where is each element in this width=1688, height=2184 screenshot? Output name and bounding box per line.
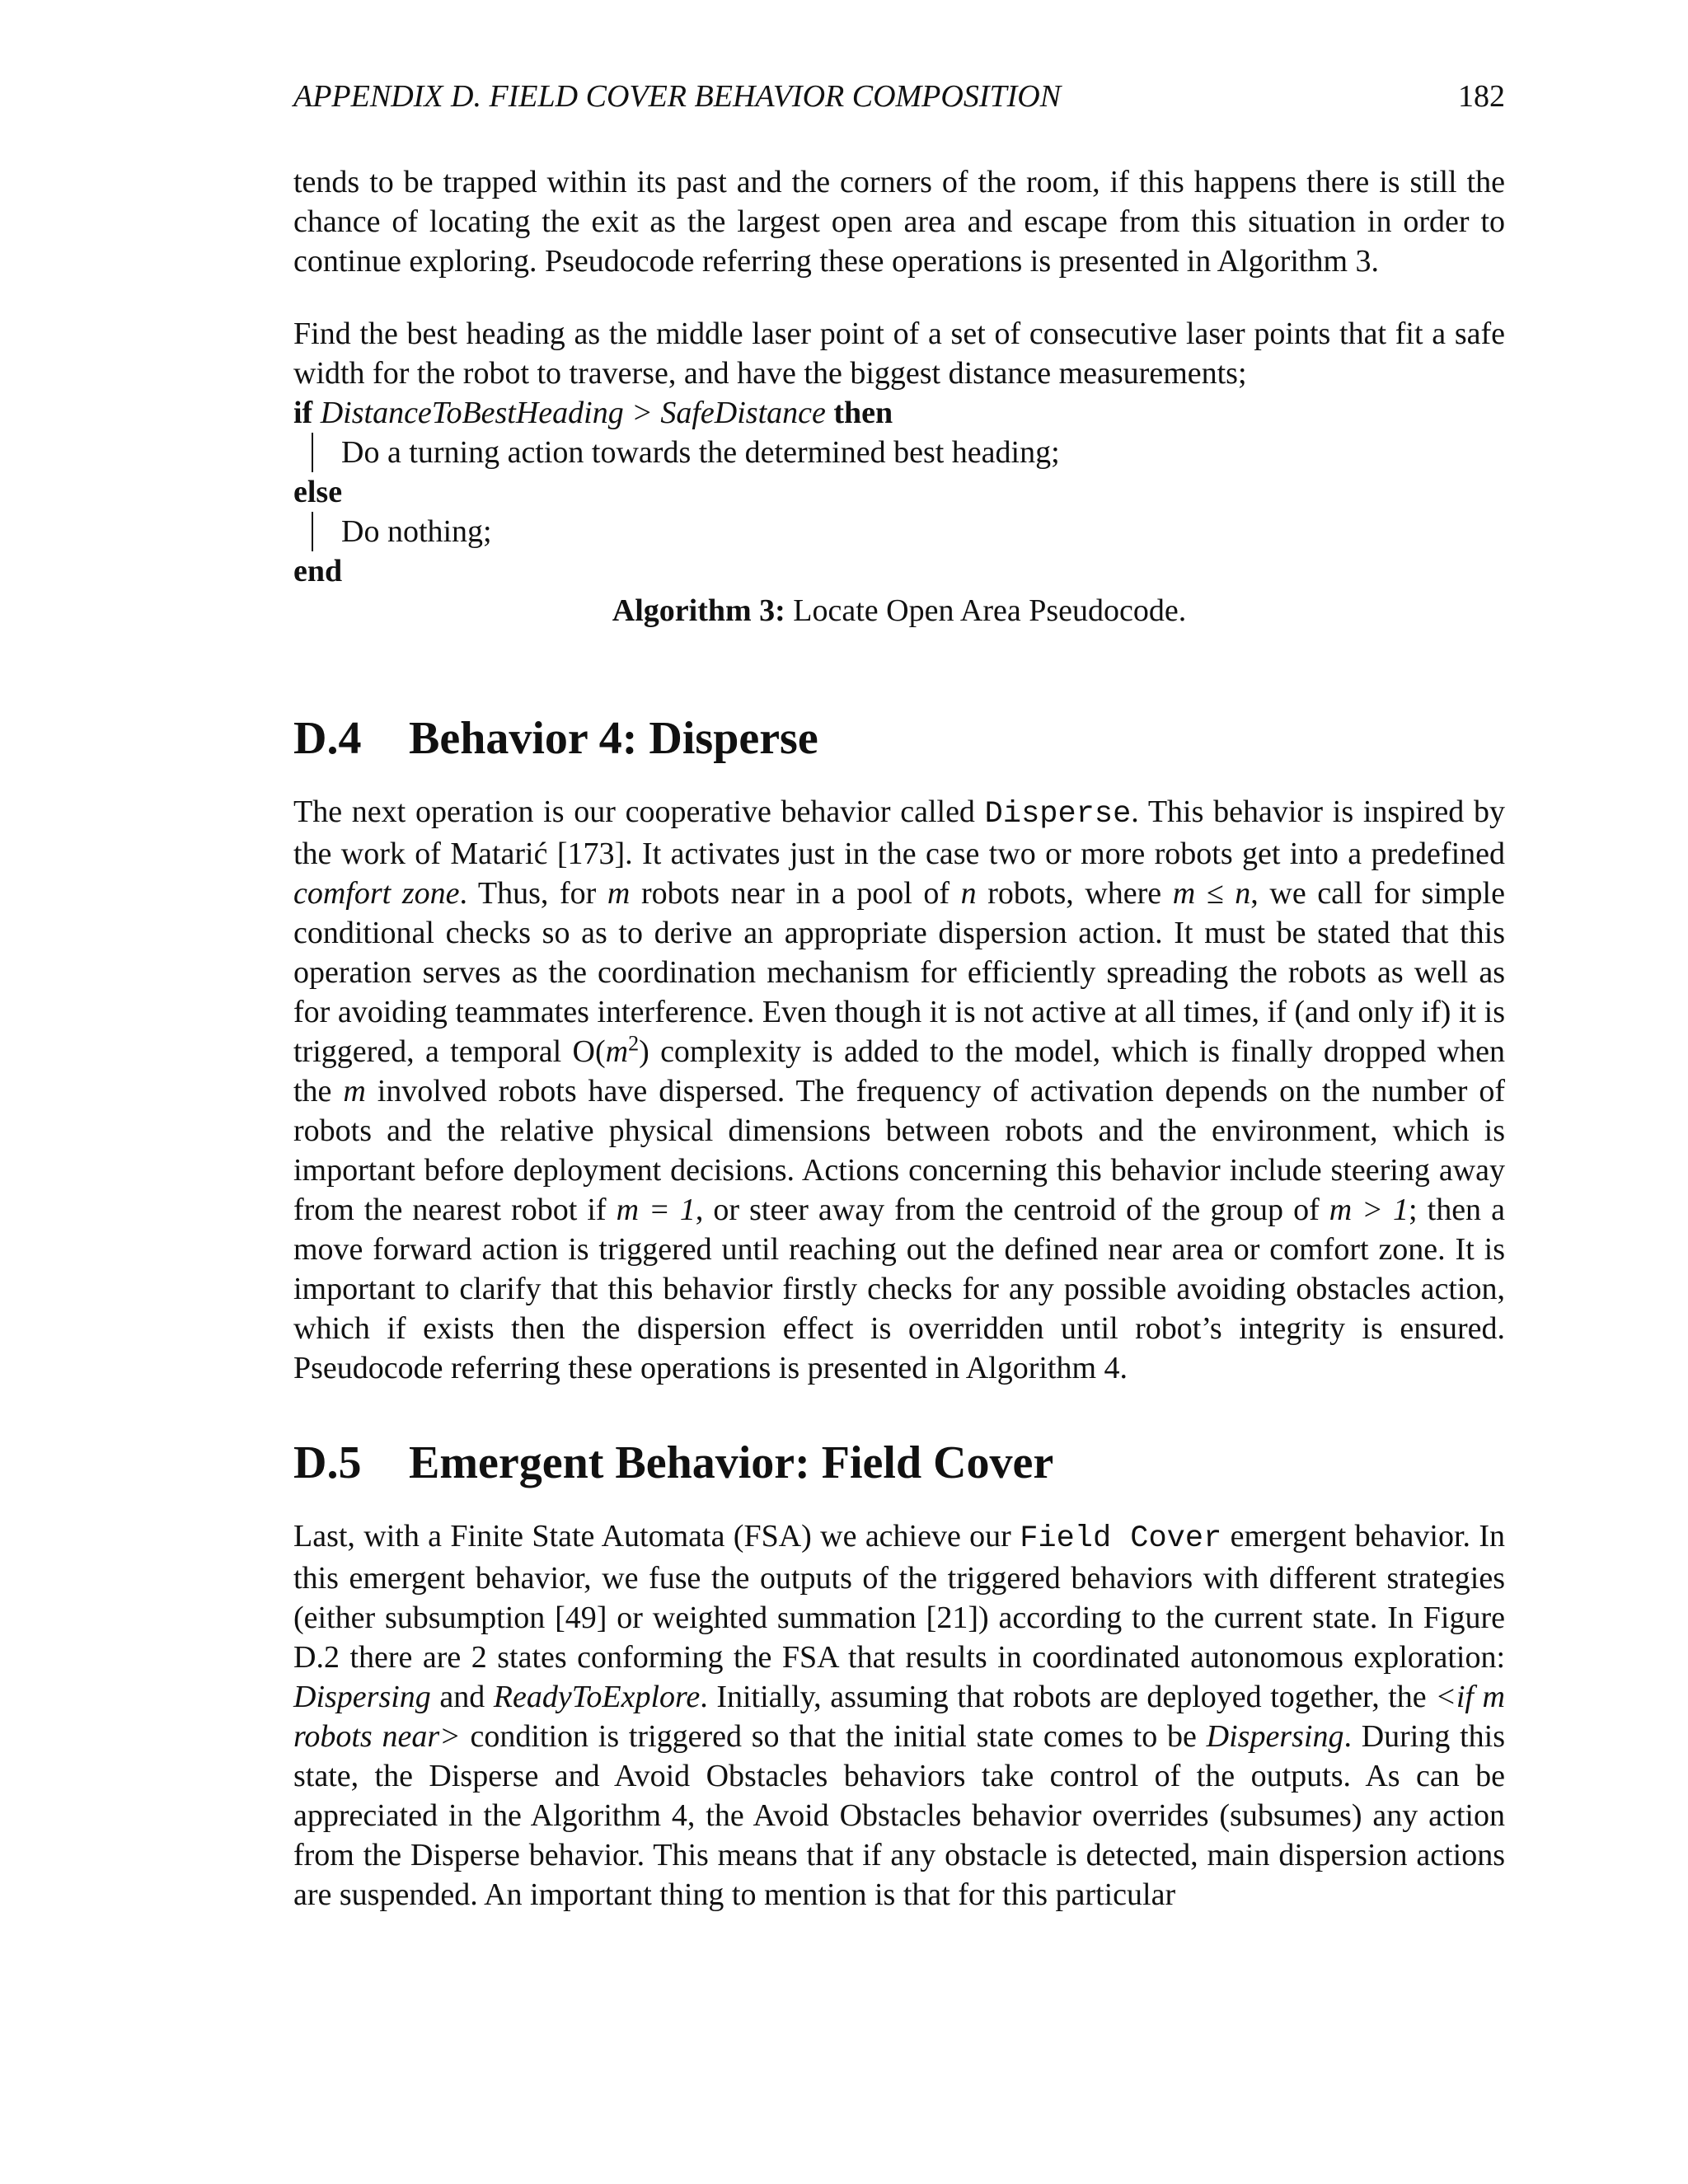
header-title: APPENDIX D. FIELD COVER BEHAVIOR COMPOSITION	[293, 79, 1062, 114]
page-number: 182	[1458, 79, 1505, 114]
section-d4-paragraph: The next operation is our cooperative behavior called Disperse. This behavior is inspired by the work of Matarić [173]. It activates just in the case two or more robots get into a predefined comfort zone. Thus, for m robots near in a pool of n robots, where m ≤ n, we call for simple conditional checks so as to derive an appropriate dispersion action. It must be stated that this operation serves as the coordination mechanism for efficiently spreading the robots as well as for avoiding teammates interference. Even though it is not active at all times, if (and only if) it is triggered, a temporal $O(m^2)$ complexity is added to the model, which is finally dropped when the m involved robots have dispersed. The frequency of activation depends on the number of robots and the relative physical dimensions between robots and the environment, which is important before deployment decisions. Actions concerning this behavior include steering away from the nearest robot if m = 1, or steer away from the centroid of the group of m > 1; then a move forward action is triggered until reaching out the defined near area or comfort zone. It is important to clarify that this behavior firstly checks for any possible avoiding obstacles action, which if exists then the dispersion effect is overridden until robot’s integrity is ensured. Pseudocode referring these operations is presented in Algorithm 4.	[293, 794, 1505, 1385]
document-page	[293, 78, 1505, 1915]
code-field-cover: Field Cover	[1020, 1521, 1222, 1556]
algorithm-3	[293, 314, 1505, 630]
if-keyword: if	[293, 396, 313, 430]
else-block	[312, 512, 1505, 551]
algorithm-caption-text: Locate Open Area Pseudocode.	[793, 593, 1187, 628]
intro-paragraph: tends to be trapped within its past and the corners of the room, if this happens there is still the chance of locating the exit as the largest open area and escape from this situation in order to continue exploring. Pseudocode referring these operations is presented in Algorithm 3.	[293, 165, 1505, 279]
code-disperse: Disperse	[984, 797, 1132, 832]
algorithm-line-1: Find the best heading as the middle laser point of a set of consecutive laser points that fit a safe width for the robot to traverse, and have the biggest distance measurements;	[293, 316, 1505, 391]
else-keyword: else	[293, 475, 343, 509]
algorithm-caption-label: Algorithm 3:	[612, 593, 785, 628]
section-number: D.4	[293, 713, 362, 764]
algorithm-if-line	[293, 393, 1505, 433]
running-header	[293, 78, 1505, 124]
section-heading-d5	[293, 1434, 1505, 1492]
section-heading-d4	[293, 710, 1505, 767]
then-action: Do a turning action towards the determined best heading;	[341, 435, 1060, 470]
then-keyword: then	[833, 396, 893, 430]
section-number: D.5	[293, 1437, 362, 1488]
else-action: Do nothing;	[341, 514, 492, 549]
then-block	[312, 433, 1505, 472]
end-keyword: end	[293, 554, 343, 588]
algorithm-condition: DistanceToBestHeading > SafeDistance	[320, 396, 826, 430]
section-title: Emergent Behavior: Field Cover	[409, 1437, 1054, 1488]
section-d5-paragraph: Last, with a Finite State Automata (FSA) we achieve our Field Cover emergent behavior. In this emergent behavior, we fuse the outputs of the triggered behaviors with different strategies (either subsumption [49] or weighted summation [21]) according to the current state. In Figure D.2 there are 2 states conforming the FSA that results in coordinated autonomous exploration: Dispersing and ReadyToExplore. Initially, assuming that robots are deployed together, the <if m robots near> condition is triggered so that the initial state comes to be Dispersing. During this state, the Disperse and Avoid Obstacles behaviors take control of the outputs. As can be appreciated in the Algorithm 4, the Avoid Obstacles behavior overrides (subsumes) any action from the Disperse behavior. This means that if any obstacle is detected, main dispersion actions are suspended. An important thing to mention is that for this particular	[293, 1519, 1505, 1912]
section-title: Behavior 4: Disperse	[409, 713, 818, 764]
algorithm-caption	[293, 591, 1505, 630]
